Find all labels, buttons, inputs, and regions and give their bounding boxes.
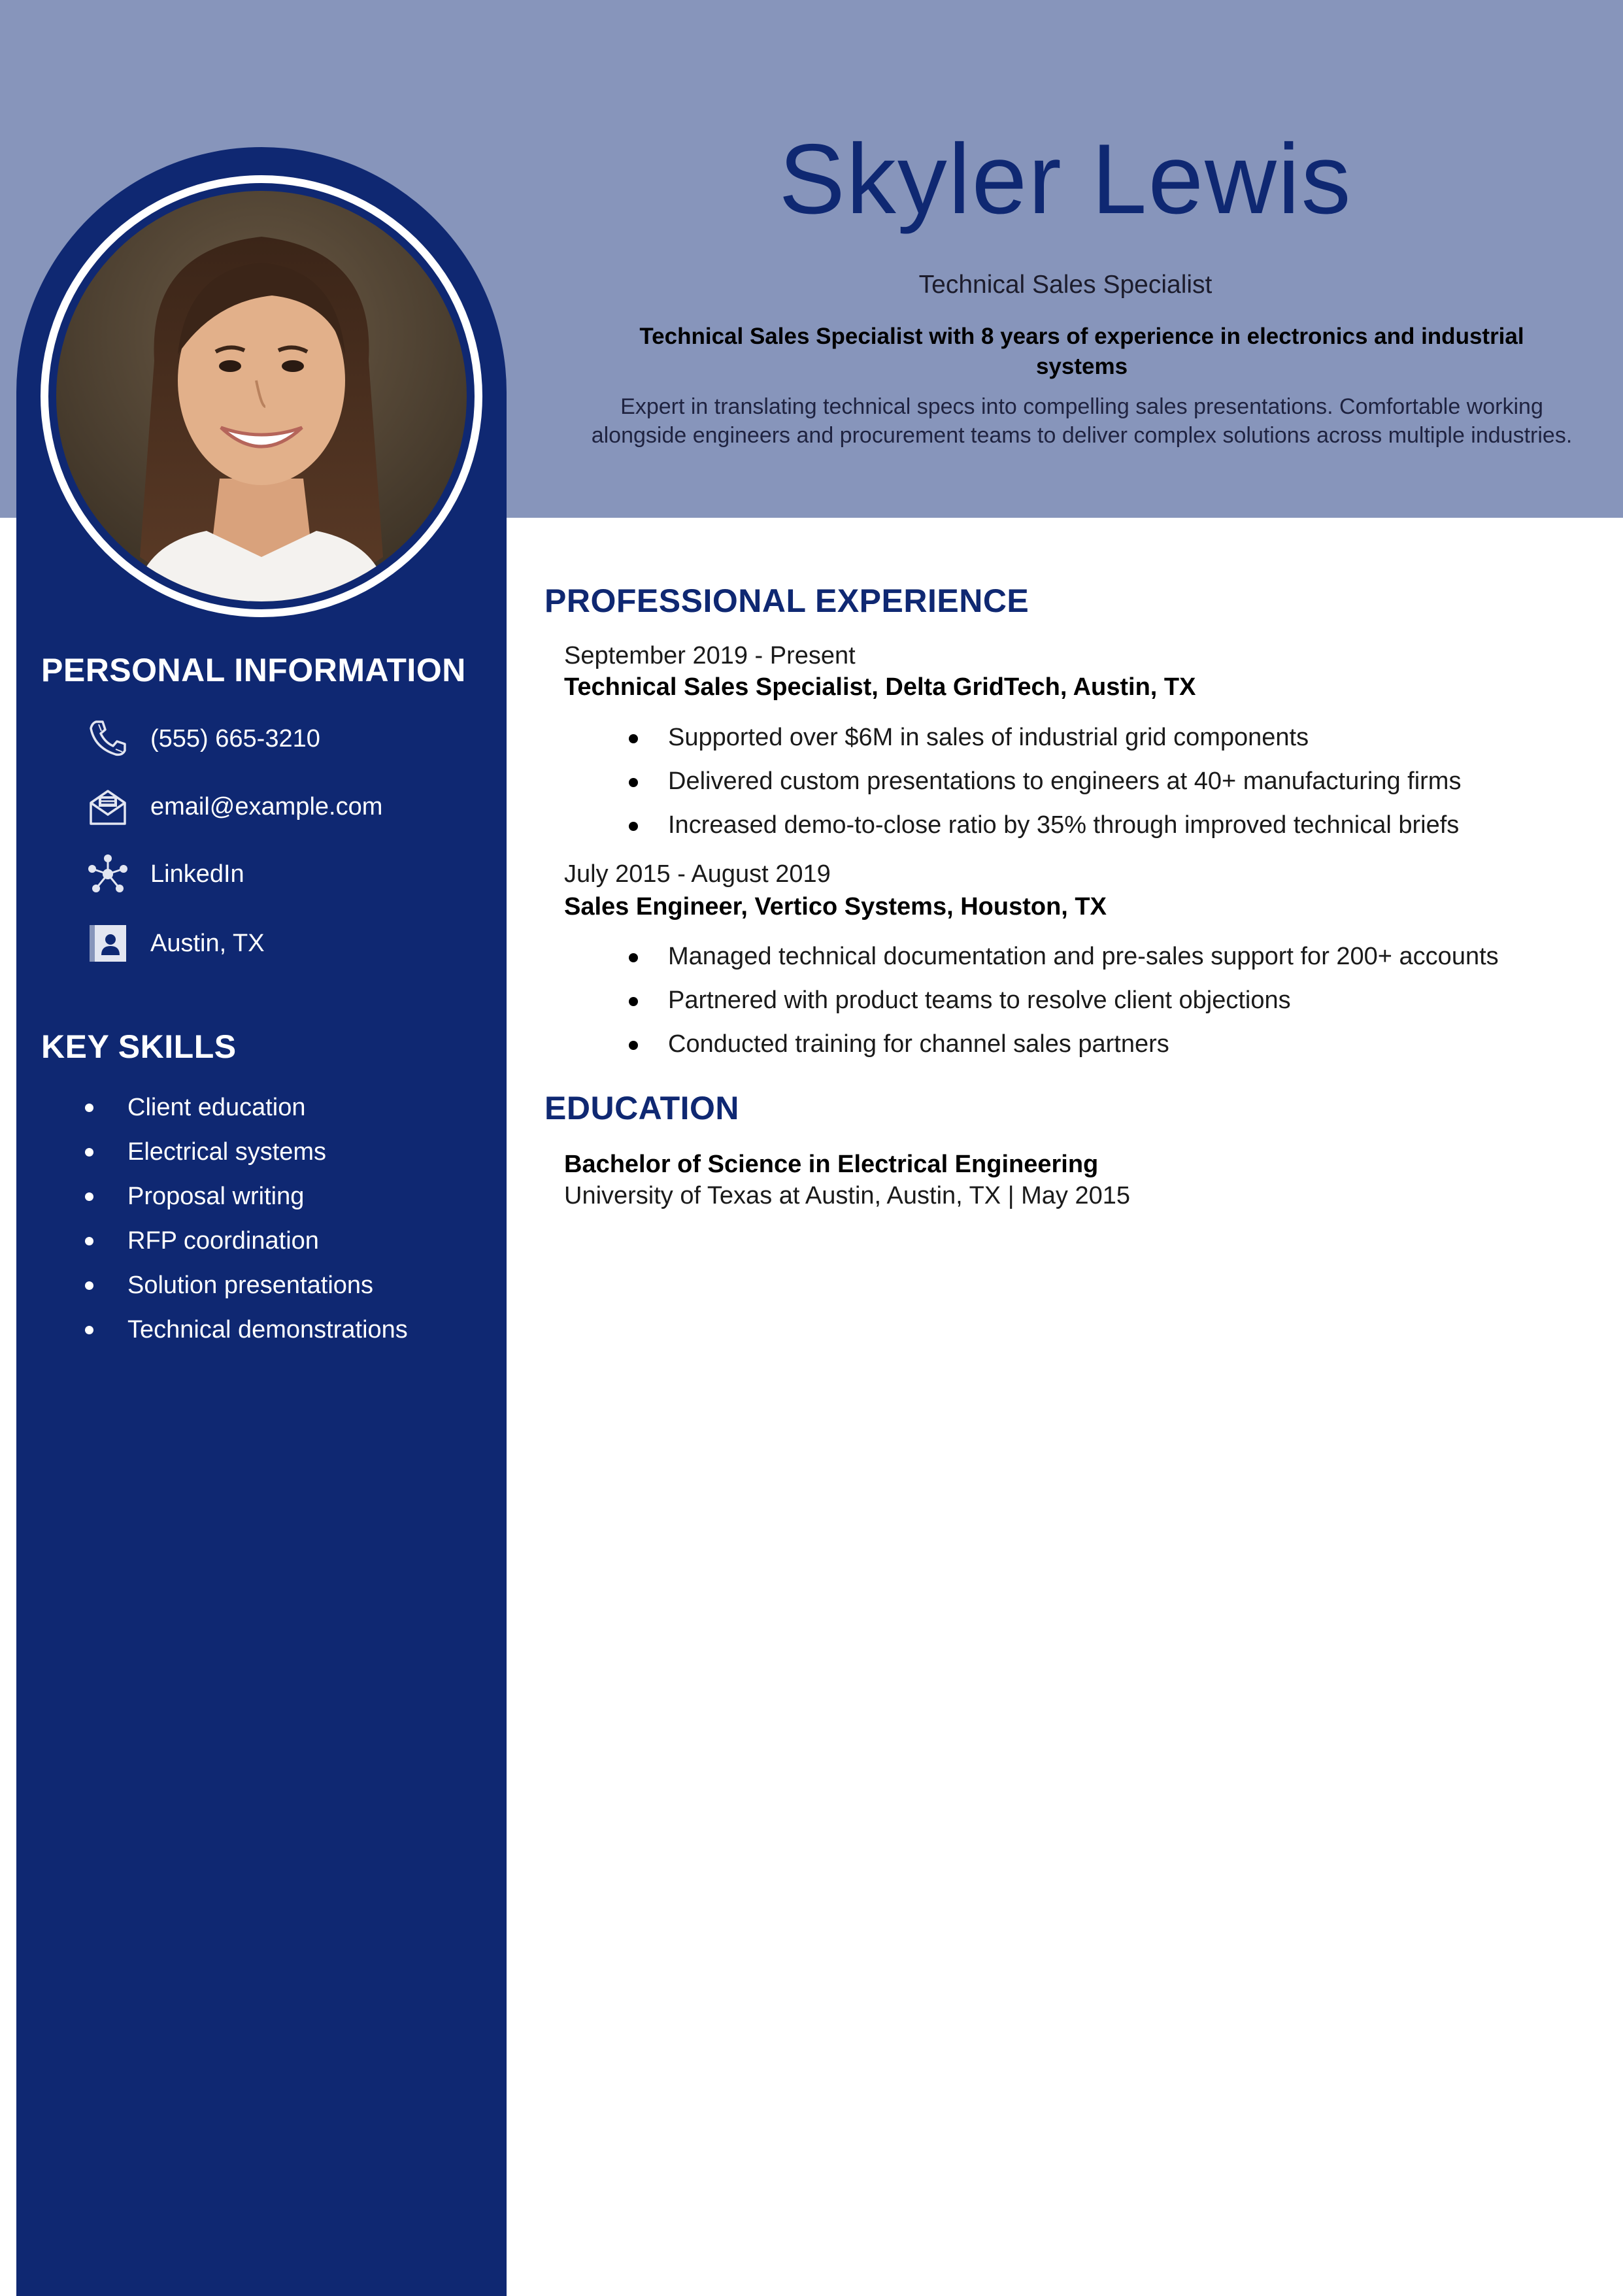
contact-linkedin (85, 849, 490, 899)
list-item: Client education (78, 1085, 408, 1130)
list-item: Solution presentations (78, 1263, 408, 1308)
portrait-photo-icon (56, 191, 467, 601)
linkedin-network-icon (85, 849, 131, 899)
education-degree: Bachelor of Science in Electrical Engineering (564, 1151, 1099, 1178)
candidate-name: Skyler Lewis (778, 124, 1352, 235)
list-item: Delivered custom presentations to engineers at 40+ manufacturing firms (627, 760, 1461, 803)
summary-body: Expert in translating technical specs into compelling sales presentations. Comfortable working alongside engineers and procurement teams to deliver complex solutions across multiple industries. (591, 394, 1573, 448)
contact-phone-text: (555) 665-3210 (150, 724, 320, 752)
contact-location (85, 919, 490, 968)
contact-linkedin-text: LinkedIn (150, 860, 244, 888)
list-item: Increased demo-to-close ratio by 35% through improved technical briefs (627, 803, 1461, 847)
contact-email (85, 782, 490, 832)
list-item: Technical demonstrations (78, 1308, 408, 1352)
list-item: Partnered with product teams to resolve client objections (627, 979, 1499, 1022)
key-skills-heading: KEY SKILLS (41, 1028, 237, 1065)
list-item: Electrical systems (78, 1130, 408, 1174)
education-school: University of Texas at Austin, Austin, TX | May 2015 (564, 1182, 1131, 1209)
summary-headline: Technical Sales Specialist with 8 years of experience in electronics and industrial systems (639, 324, 1524, 379)
job-role: Technical Sales Specialist, Delta GridTech, Austin, TX (564, 673, 1196, 701)
list-item: RFP coordination (78, 1219, 408, 1263)
list-item: Conducted training for channel sales partners (627, 1022, 1499, 1066)
contact-email-text: email@example.com (150, 792, 383, 820)
job-bullets (627, 716, 1461, 847)
address-card-icon (85, 919, 131, 968)
candidate-title: Technical Sales Specialist (918, 271, 1213, 299)
email-icon (85, 782, 131, 832)
list-item: Supported over $6M in sales of industrial grid components (627, 716, 1461, 760)
contact-location-text: Austin, TX (150, 929, 265, 957)
skills-list (78, 1085, 408, 1352)
list-item: Proposal writing (78, 1174, 408, 1219)
education-heading: EDUCATION (544, 1090, 740, 1126)
personal-information-heading: PERSONAL INFORMATION (41, 652, 466, 688)
list-item: Managed technical documentation and pre-sales support for 200+ accounts (627, 935, 1499, 979)
profile-photo (56, 191, 467, 601)
contact-phone (85, 714, 490, 764)
job-dates: September 2019 - Present (564, 642, 856, 669)
profile-photo-frame (41, 175, 482, 617)
job-dates: July 2015 - August 2019 (564, 860, 831, 888)
experience-heading: PROFESSIONAL EXPERIENCE (544, 582, 1029, 619)
job-role: Sales Engineer, Vertico Systems, Houston, TX (564, 893, 1107, 920)
phone-icon (85, 714, 131, 764)
job-bullets (627, 935, 1499, 1066)
